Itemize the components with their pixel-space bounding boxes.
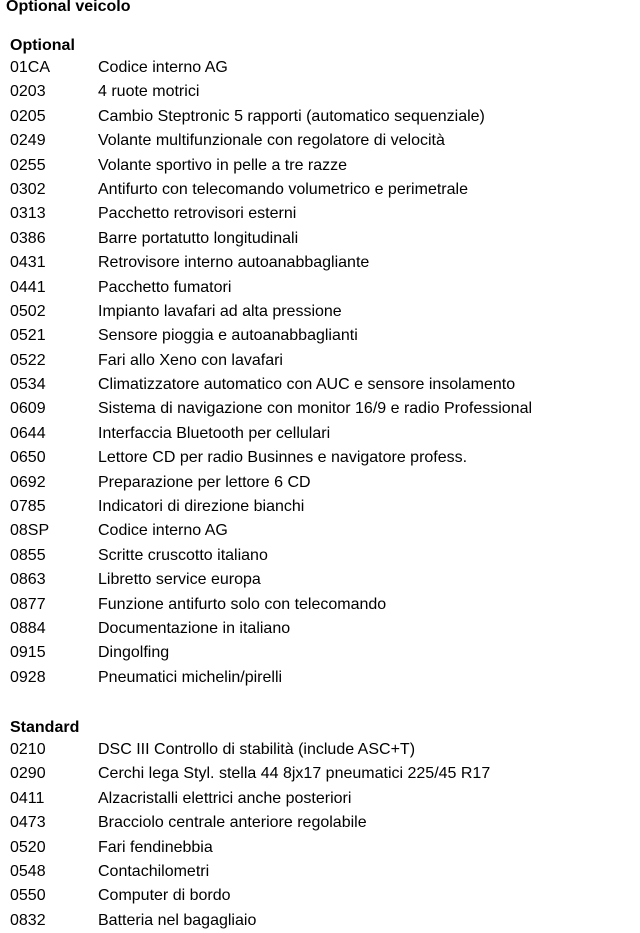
option-row [0, 811, 640, 835]
section-heading: Standard [10, 719, 80, 736]
option-row [0, 129, 640, 153]
option-description: Alzacristalli elettrici anche posteriori [98, 789, 352, 807]
option-code: 0550 [10, 887, 46, 905]
option-description: DSC III Controllo di stabilità (include ASC+T) [98, 741, 416, 758]
option-description: Funzione antifurto solo con telecomando [98, 595, 387, 613]
option-code: 0502 [10, 302, 46, 320]
option-row [0, 787, 640, 811]
option-description: Pneumatici michelin/pirelli [98, 668, 283, 686]
option-code: 0386 [10, 229, 46, 247]
option-row [0, 471, 640, 495]
option-code: 0877 [10, 595, 46, 613]
option-description: Sensore pioggia e autoanabbaglianti [98, 327, 358, 345]
option-row [0, 593, 640, 617]
option-row [0, 738, 640, 762]
option-row [0, 154, 640, 178]
option-row [0, 836, 640, 860]
option-row [0, 373, 640, 397]
option-row [0, 251, 640, 275]
option-code: 0313 [10, 205, 46, 223]
section-standard [0, 718, 640, 933]
option-code: 0441 [10, 278, 46, 296]
option-description: Retrovisore interno autoanabbagliante [98, 254, 370, 272]
option-code: 0205 [10, 107, 46, 125]
option-description: Climatizzatore automatico con AUC e sensore insolamento [98, 376, 516, 394]
option-description: Preparazione per lettore 6 CD [98, 473, 311, 491]
option-row [0, 227, 640, 251]
option-code: 0522 [10, 351, 46, 369]
option-code: 0520 [10, 838, 46, 856]
option-row [0, 324, 640, 348]
option-code: 0644 [10, 424, 46, 442]
option-code: 0203 [10, 83, 46, 101]
option-description: Pacchetto retrovisori esterni [98, 205, 297, 223]
option-row [0, 56, 640, 80]
option-description: Batteria nel bagagliaio [98, 911, 257, 929]
option-row [0, 544, 640, 568]
option-list [0, 738, 640, 933]
option-code: 0431 [10, 254, 46, 272]
option-row [0, 300, 640, 324]
option-description: Impianto lavafari ad alta pressione [98, 302, 342, 320]
option-code: 0650 [10, 449, 46, 467]
option-row [0, 178, 640, 202]
option-description: Documentazione in italiano [98, 619, 291, 637]
option-description: Lettore CD per radio Businnes e navigatore profess. [98, 449, 468, 467]
option-code: 0832 [10, 911, 46, 929]
option-row [0, 202, 640, 226]
option-code: 0411 [10, 789, 45, 807]
option-row [0, 519, 640, 543]
option-description: Cambio Steptronic 5 rapporti (automatico sequenziale) [98, 107, 485, 125]
option-row [0, 617, 640, 641]
option-description: Sistema di navigazione con monitor 16/9 e radio Professional [98, 400, 533, 418]
option-row [0, 666, 640, 690]
option-code: 0534 [10, 376, 46, 394]
option-code: 0473 [10, 814, 46, 832]
option-code: 0255 [10, 156, 46, 174]
option-row [0, 641, 640, 665]
option-description: Indicatori di direzione bianchi [98, 498, 305, 516]
section-optional [0, 36, 640, 690]
option-code: 0609 [10, 400, 46, 418]
option-code: 0210 [10, 741, 46, 758]
option-description: Codice interno AG [98, 522, 228, 540]
option-code: 0290 [10, 765, 46, 783]
option-description: Bracciolo centrale anteriore regolabile [98, 814, 367, 832]
option-description: Volante multifunzionale con regolatore di velocità [98, 132, 445, 150]
option-row [0, 495, 640, 519]
option-row [0, 762, 640, 786]
option-row [0, 860, 640, 884]
option-code: 0915 [10, 644, 46, 662]
option-description: Barre portatutto longitudinali [98, 229, 299, 247]
option-description: Dingolfing [98, 644, 170, 662]
option-row [0, 276, 640, 300]
option-code: 08SP [10, 522, 50, 540]
option-code: 0249 [10, 132, 46, 150]
option-description: Antifurto con telecomando volumetrico e perimetrale [98, 180, 468, 198]
option-description: Scritte cruscotto italiano [98, 546, 268, 564]
option-code: 0302 [10, 180, 46, 198]
option-description: 4 ruote motrici [98, 83, 200, 101]
option-code: 0863 [10, 571, 46, 589]
option-row [0, 446, 640, 470]
option-code: 0855 [10, 546, 46, 564]
option-description: Fari allo Xeno con lavafari [98, 351, 283, 369]
option-description: Interfaccia Bluetooth per cellulari [98, 424, 331, 442]
option-code: 0692 [10, 473, 46, 491]
option-description: Pacchetto fumatori [98, 278, 232, 296]
option-code: 0548 [10, 862, 46, 880]
option-row [0, 397, 640, 421]
option-code: 0785 [10, 498, 46, 516]
section-heading: Optional [10, 37, 75, 54]
option-row [0, 349, 640, 373]
option-description: Contachilometri [98, 862, 210, 880]
option-row [0, 80, 640, 104]
option-row [0, 105, 640, 129]
option-description: Cerchi lega Styl. stella 44 8jx17 pneumatici 225/45 R17 [98, 765, 491, 783]
page-title: Optional veicolo [6, 0, 131, 15]
option-code: 01CA [10, 59, 51, 76]
option-description: Codice interno AG [98, 59, 228, 76]
option-description: Volante sportivo in pelle a tre razze [98, 156, 348, 174]
option-row [0, 909, 640, 933]
option-code: 0884 [10, 619, 46, 637]
option-description: Libretto service europa [98, 571, 261, 589]
option-row [0, 884, 640, 908]
option-code: 0928 [10, 668, 46, 686]
option-description: Computer di bordo [98, 887, 231, 905]
option-list [0, 56, 640, 690]
option-row [0, 422, 640, 446]
option-row [0, 568, 640, 592]
option-description: Fari fendinebbia [98, 838, 213, 856]
option-code: 0521 [10, 327, 46, 345]
